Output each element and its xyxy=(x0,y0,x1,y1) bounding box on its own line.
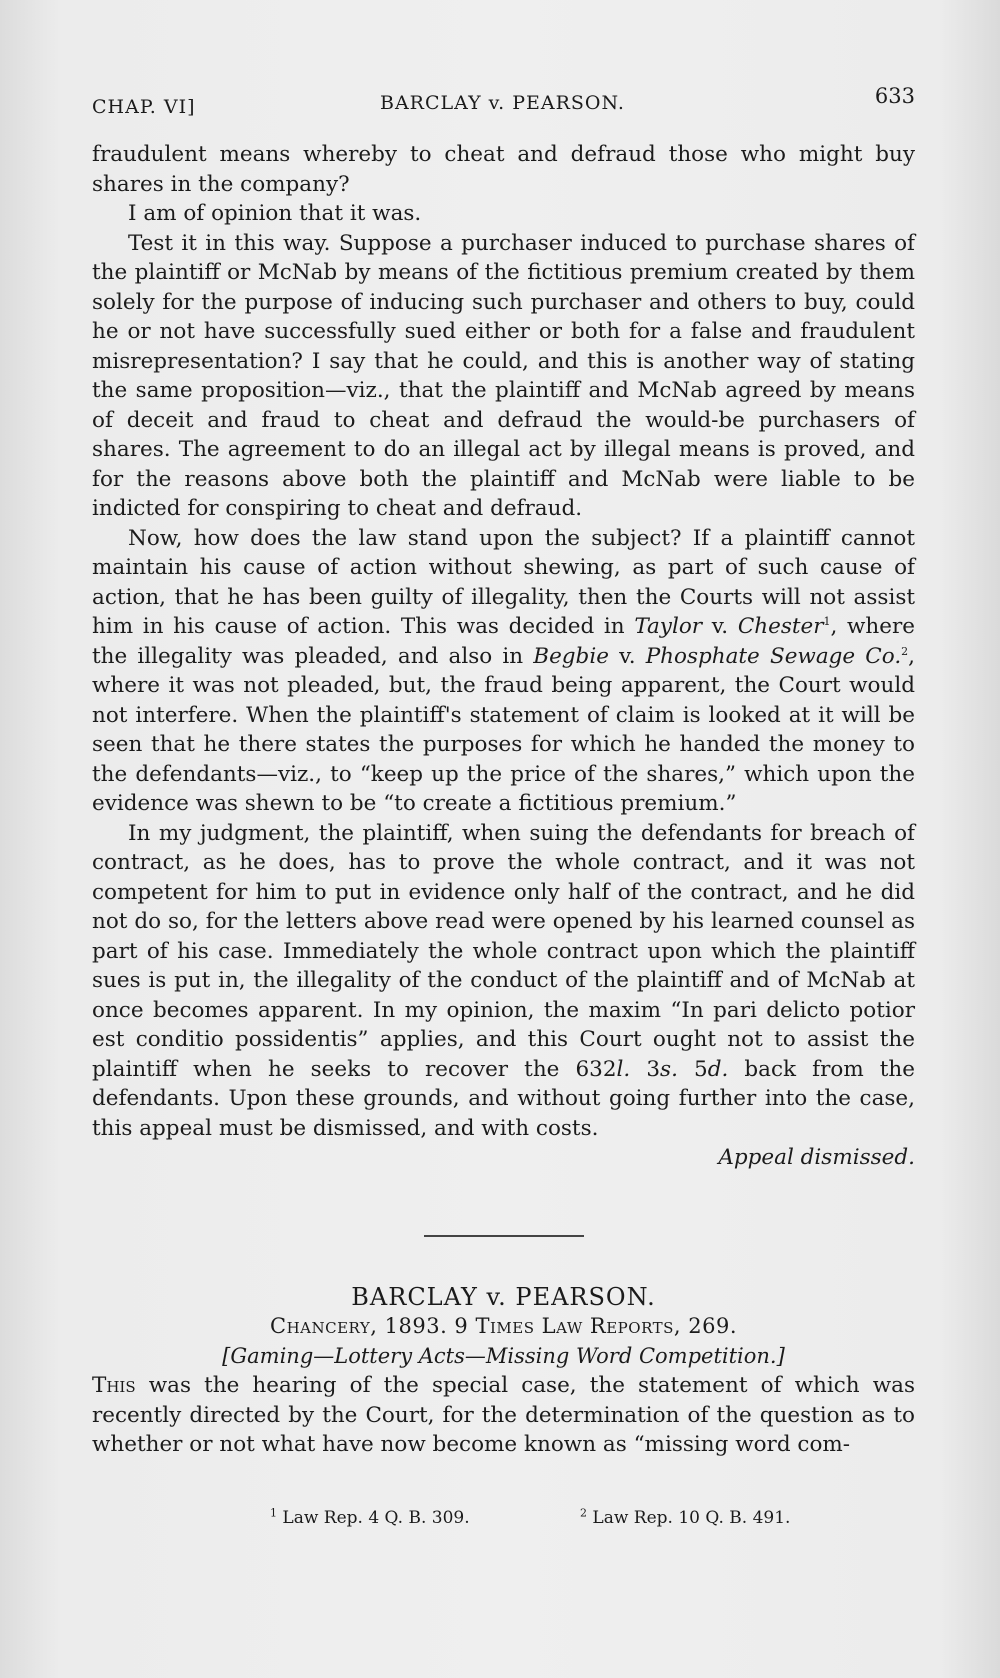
case-name: Chester xyxy=(737,614,824,639)
court-citation: Chancery, 1893. 9 Times Law Reports, 269. xyxy=(270,1314,737,1338)
page-body xyxy=(92,140,915,1460)
paragraph-law: Now, how does the law stand upon the subject? If a plaintiff cannot maintain his cause of action without shewing, as part of such cause of action, that he has been guilty of illegality, then the Courts will not assist him in his cause of action. This was decided in Taylor v. Chester$^1$, where the illegality was pleaded, and also in Begbie v. Phosphate Sewage Co.$^2$, where it was not pleaded, but, the fraud being apparent, the Court would not interfere. When the plaintiff's statement of claim is looked at it will be seen that he there states the purposes for which he handed the money to the defendants—viz., to “keep up the price of the shares,” which upon the evidence was shewn to be “to create a fictitious premium.” xyxy=(92,525,915,816)
case-name: Begbie xyxy=(533,643,609,669)
case-title: BARCLAY v. PEARSON. xyxy=(351,1282,656,1311)
section-divider xyxy=(424,1235,584,1237)
running-title: BARCLAY v. PEARSON. xyxy=(380,92,625,114)
footnote-ref: 1 xyxy=(823,614,831,628)
footnote-2: $^2$ Law Rep. 10 Q. B. 491. xyxy=(580,1506,791,1528)
paragraph-opinion: I am of opinion that it was. xyxy=(128,201,422,226)
page-number: 633 xyxy=(874,84,915,108)
chapter-label: CHAP. VI] xyxy=(92,96,196,118)
paragraph-judgment: In my judgment, the plaintiff, when suing the defendants for breach of contract, as he does, has to prove the whole contract, and it was not competent for him to put in evidence only half of the contract, and he did not do so, for the letters above read were opened by his learned counsel as part of his case. Immediately the whole contract upon which the plaintiff sues is put in, the illegality of the conduct of the plaintiff and of McNab at once becomes apparent. In my opinion, the maxim “In pari delicto potior est conditio possidentis” applies, and this Court ought not to assist the plaintiff when he seeks to recover the 632l. 3s. 5d. back from the defendants. Upon these grounds, and without going further into the case, this appeal must be dismissed, and with costs. xyxy=(92,820,916,1141)
footnote-ref: 2 xyxy=(901,644,909,658)
disposition: Appeal dismissed. xyxy=(718,1145,915,1170)
paragraph-continuation: fraudulent means whereby to cheat and defraud those who might buy shares in the company? xyxy=(92,142,915,197)
case-name: Phosphate Sewage Co. xyxy=(645,643,902,669)
footnote-1: $^1$ Law Rep. 4 Q. B. 309. xyxy=(270,1506,470,1528)
paragraph-test: Test it in this way. Suppose a purchaser induced to purchase shares of the plaintiff or McNab by means of the fictitious premium created by them solely for the purpose of inducing such purchaser and others to buy, could he or not have successfully sued either or both for a false and fraudulent misrepresentation? I say that he could, and this is another way of stating the same proposition—viz., that the plaintiff and McNab agreed by means of deceit and fraud to cheat and defraud the would-be purchasers of shares. The agreement to do an illegal act by illegal means is proved, and for the reasons above both the plaintiff and McNab were liable to be indicted for conspiring to cheat and defraud. xyxy=(92,230,915,521)
case-name: Taylor xyxy=(634,614,703,639)
running-header xyxy=(92,82,915,122)
paragraph-opening: This was the hearing of the special case, the statement of which was recently directed by the Court, for the determination of the question as to whether or not what have now become known as “missing word com- xyxy=(92,1373,915,1457)
subject-heading: [Gaming—Lottery Acts—Missing Word Competition.] xyxy=(222,1343,785,1368)
